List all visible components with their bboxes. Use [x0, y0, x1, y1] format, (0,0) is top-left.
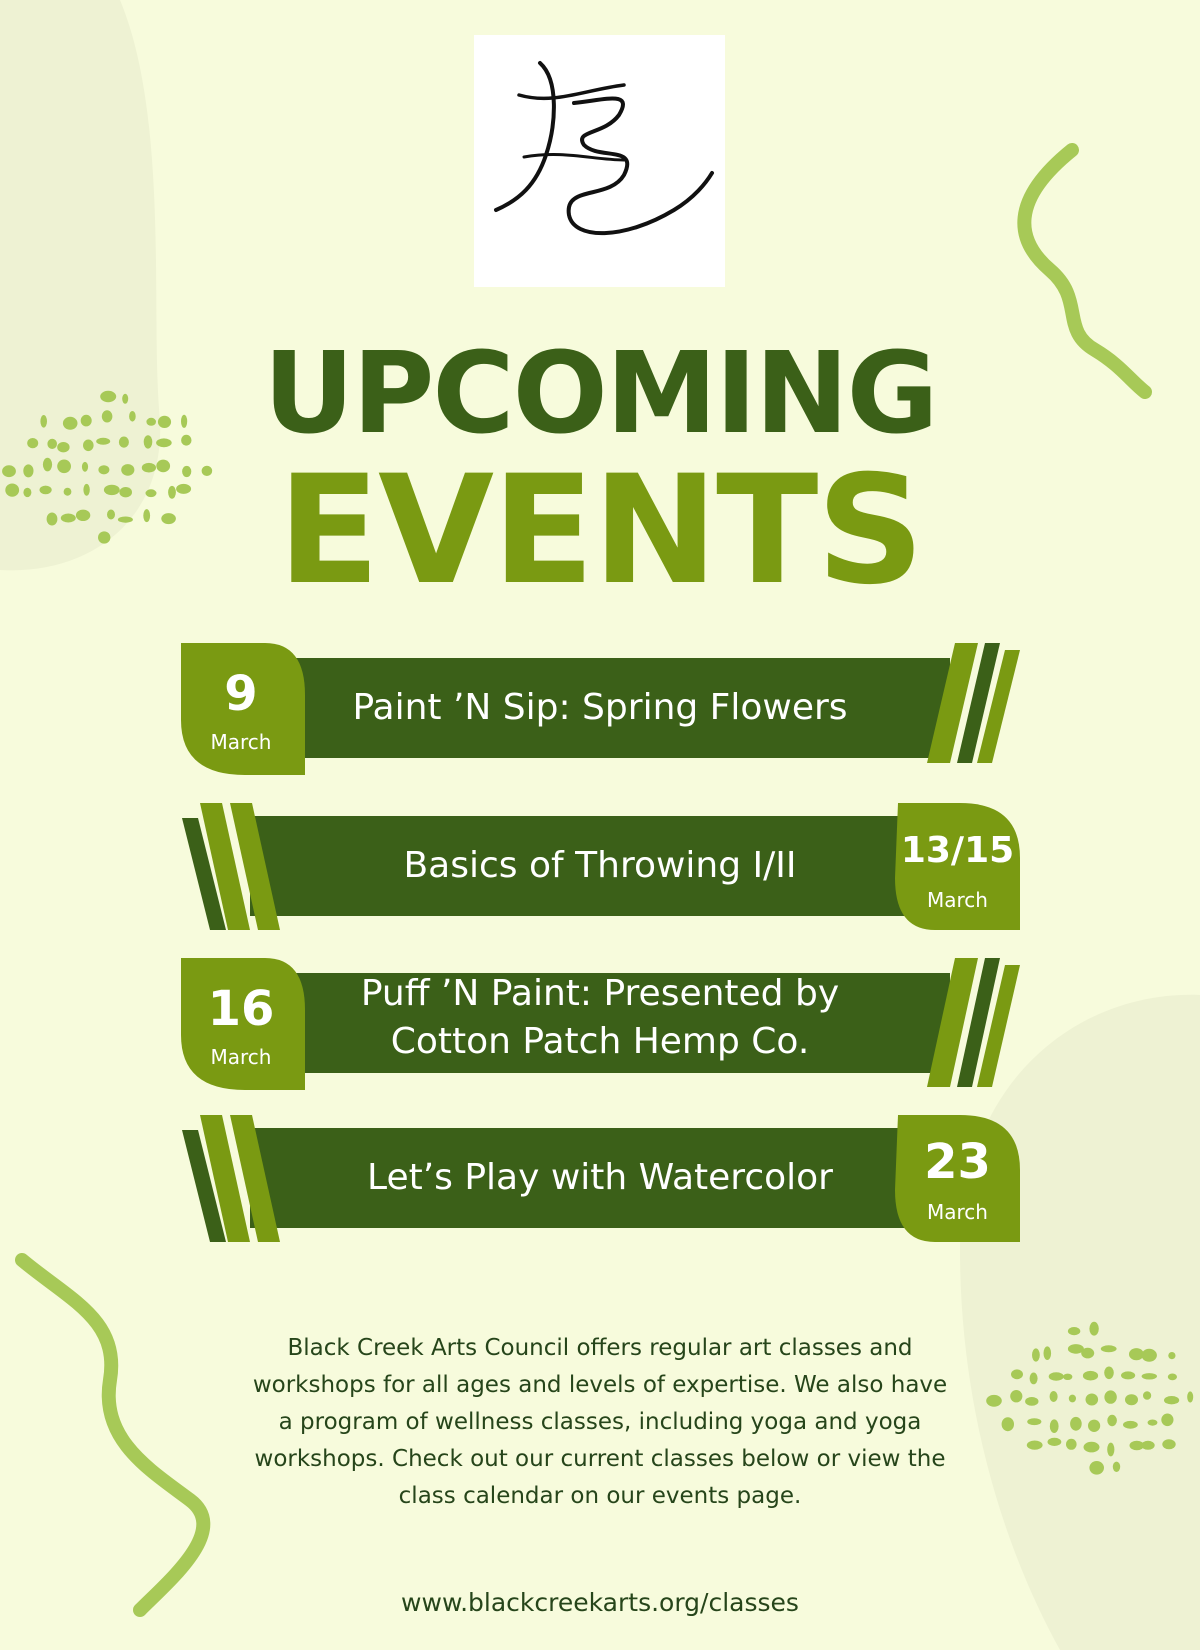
decorative-dot [1010, 1390, 1022, 1402]
decorative-dot [1049, 1372, 1064, 1380]
decorative-dot [1162, 1439, 1175, 1449]
decorative-dot [1084, 1442, 1100, 1453]
decorative-dot [1101, 1345, 1117, 1352]
decorative-dot [1086, 1394, 1099, 1406]
decorative-dot [1107, 1415, 1117, 1426]
decorative-dot [1048, 1438, 1062, 1446]
decorative-dot [1168, 1352, 1175, 1359]
event-date-day: 16 [207, 981, 275, 1037]
decorative-dot [1068, 1327, 1080, 1335]
event-date-month: March [927, 888, 988, 912]
decorative-dot [1142, 1373, 1157, 1379]
logo [474, 35, 725, 287]
event-date-day: 23 [924, 1134, 991, 1190]
event-row[interactable] [0, 798, 1200, 938]
decorative-dot [1089, 1322, 1098, 1336]
decorative-dot [1066, 1439, 1077, 1450]
decorative-dot [1032, 1348, 1040, 1361]
heading-events: EVENTS [277, 444, 923, 618]
event-title: Basics of Throwing I/II [403, 845, 797, 887]
event-title: Let’s Play with Watercolor [367, 1157, 833, 1199]
decorative-dot [1161, 1414, 1173, 1427]
event-row[interactable] [0, 955, 1200, 1095]
decorative-dot [1089, 1461, 1104, 1475]
squiggle-bottom-left [22, 1260, 203, 1610]
decorative-dot [1027, 1418, 1041, 1425]
decorative-dot [1011, 1369, 1023, 1379]
decorative-dot [1025, 1397, 1038, 1406]
decorative-dot [1113, 1462, 1120, 1472]
decorative-dot [1002, 1417, 1014, 1431]
bcac-script-logo [474, 35, 725, 287]
decorative-dot [1104, 1367, 1114, 1380]
decorative-dot [1050, 1391, 1058, 1402]
decorative-dot [1142, 1349, 1157, 1362]
decorative-dot [1125, 1394, 1138, 1405]
decorative-dot [1168, 1374, 1177, 1381]
decorative-dot [1088, 1420, 1100, 1432]
event-date-month: March [210, 1045, 272, 1069]
decorative-dot [1050, 1419, 1059, 1433]
event-date-day: 13/15 [900, 830, 1015, 871]
decorative-dot [1187, 1391, 1193, 1402]
decorative-dot [1070, 1417, 1082, 1431]
description-text: Black Creek Arts Council offers regular art classes and workshops for all ages and levels of expertise. We also have a program of wellness classes, including yoga and yoga workshops. Check out our current classes below or view the class calendar on our events page. [252, 1335, 948, 1509]
decorative-dot [1121, 1371, 1135, 1379]
decorative-dot [1129, 1348, 1144, 1360]
decorative-dot [1027, 1441, 1043, 1450]
decorative-dot [1164, 1396, 1179, 1404]
decorative-dot [1063, 1374, 1072, 1380]
decorative-dot [1107, 1443, 1114, 1457]
decorative-dot [1044, 1346, 1052, 1360]
event-title: Paint ’N Sip: Spring Flowers [352, 687, 848, 729]
decorative-dot [1104, 1390, 1116, 1403]
event-row[interactable] [0, 640, 1200, 780]
decorative-dot [1148, 1420, 1158, 1426]
event-date-month: March [927, 1200, 988, 1224]
decorative-dot [1069, 1395, 1076, 1403]
event-date-month: March [210, 730, 272, 754]
decorative-dot [1083, 1371, 1098, 1381]
decorative-dot [1143, 1391, 1151, 1400]
decorative-dot [986, 1395, 1002, 1407]
event-title: Puff ’N Paint: Presented by Cotton Patch Hemp Co. [360, 973, 840, 1062]
event-date-day: 9 [224, 666, 258, 722]
event-row[interactable] [0, 1110, 1200, 1250]
heading-upcoming: UPCOMING [263, 329, 937, 459]
decorative-dot [1141, 1441, 1154, 1450]
website-link[interactable]: www.blackcreekarts.org/classes [401, 1588, 799, 1617]
decorative-dot [1030, 1373, 1038, 1385]
decorative-dot [1081, 1348, 1094, 1359]
decorative-dot [1123, 1421, 1138, 1429]
